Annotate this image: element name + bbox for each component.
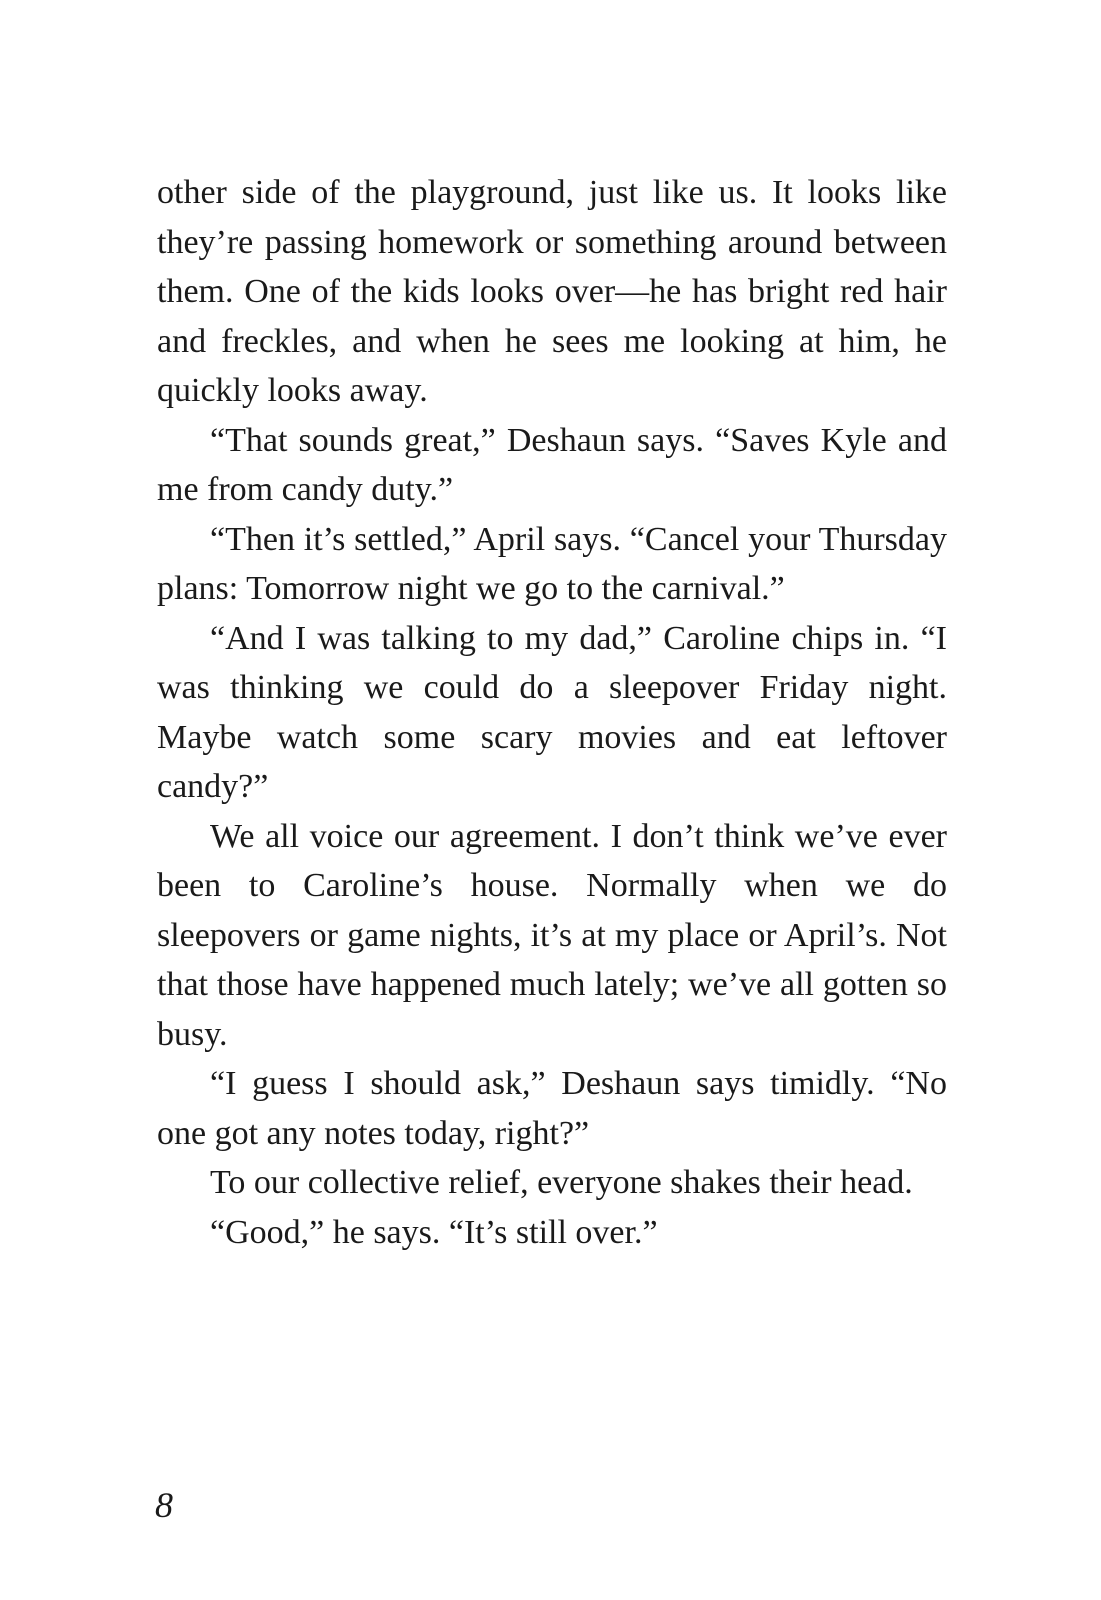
paragraph-8: “Good,” he says. “It’s still over.”: [210, 1213, 658, 1251]
paragraph-1: other side of the playground, just like us. It looks like they’re passing homework or something around between them. One of the kids looks over—he has bright red hair and freckles, and when he sees me looking at him, he quickly looks away.: [157, 174, 947, 409]
paragraph-7: To our collective relief, everyone shakes their head.: [210, 1164, 913, 1201]
body-text: [157, 168, 947, 1257]
paragraph-5: We all voice our agreement. I don’t think we’ve ever been to Caroline’s house. Normally when we do sleepovers or game nights, it’s at my place or April’s. Not that those have happened much lately; we’ve all gotten so busy.: [157, 817, 947, 1053]
paragraph-4: “And I was talking to my dad,” Caroline chips in. “I was thinking we could do a sleepover Friday night. Maybe watch some scary movies and eat leftover candy?”: [157, 619, 947, 805]
paragraph-6: “I guess I should ask,” Deshaun says timidly. “No one got any notes today, right?”: [157, 1065, 947, 1152]
paragraph-2: “That sounds great,” Deshaun says. “Saves Kyle and me from candy duty.”: [157, 421, 947, 508]
page-number: 8: [155, 1485, 173, 1525]
paragraph-3: “Then it’s settled,” April says. “Cancel your Thursday plans: Tomorrow night we go to the carnival.”: [157, 520, 947, 607]
